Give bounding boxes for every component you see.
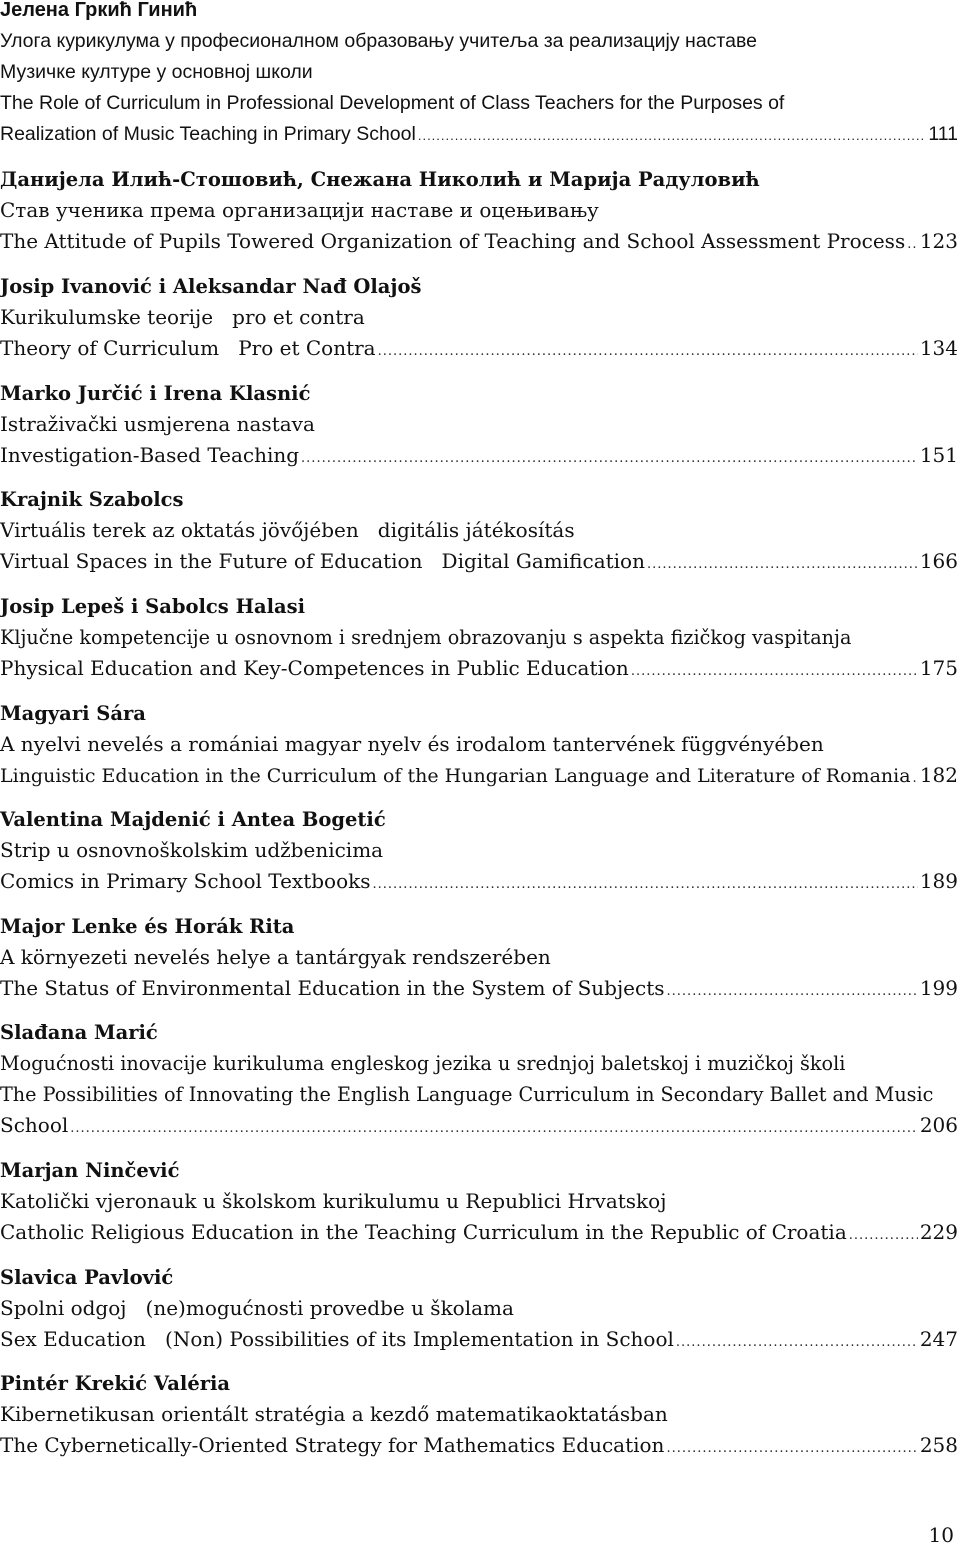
toc-line[interactable] (0, 1110, 958, 1141)
toc-line[interactable] (0, 546, 958, 577)
entry-page-number: 182 (919, 763, 958, 787)
entry-title-english: Sex Education (Non) Possibilities of its Implementation in School (0, 1327, 674, 1351)
toc-entry (0, 378, 958, 471)
entry-authors: Јелена Гркић Гинић (0, 0, 198, 21)
dot-leader (913, 763, 918, 794)
entry-title-original: Strip u osnovnoškolskim udžbenicima (0, 838, 384, 862)
entry-page-number: 111 (928, 123, 958, 145)
toc-entry (0, 164, 958, 257)
toc-line[interactable] (0, 226, 958, 257)
dot-leader (849, 1220, 918, 1251)
entry-title-original: Istraživački usmjerena nastava (0, 412, 315, 436)
entry-title-english-continued: Realization of Music Teaching in Primary School (0, 123, 416, 145)
entry-title-english: Catholic Religious Education in the Teaching Curriculum in the Republic of Croatia (0, 1220, 847, 1244)
entry-authors: Slađana Marić (0, 1021, 158, 1044)
dot-leader (301, 443, 918, 474)
entry-title-original: Mogućnosti inovacije kurikuluma engleskog jezika u srednjoj baletskoj i muzičkoj školi (0, 1052, 846, 1075)
toc-line[interactable] (0, 866, 958, 897)
entry-authors: Magyari Sára (0, 702, 146, 725)
entry-page-number: 151 (919, 443, 958, 467)
entry-page-number: 123 (919, 229, 958, 253)
entry-page-number: 258 (919, 1433, 958, 1457)
entry-page-number: 166 (919, 549, 958, 573)
entry-title-english: The Cybernetically-Oriented Strategy for Mathematics Education (0, 1433, 665, 1457)
entry-authors: Marjan Ninčević (0, 1159, 180, 1182)
entry-authors: Данијела Илић-Стошовић, Снежана Николић и Марија Радуловић (0, 168, 760, 191)
entry-title-english: The Attitude of Pupils Towered Organization of Teaching and School Assessment Process (0, 229, 906, 253)
dot-leader (667, 976, 918, 1007)
entry-authors: Josip Lepeš i Sabolcs Halasi (0, 595, 306, 618)
toc-line[interactable] (0, 973, 958, 1004)
page-number: 10 (928, 1523, 954, 1547)
toc-entry (0, 1368, 958, 1461)
toc-entry (0, 0, 958, 150)
entry-title-original: Kibernetikusan orientált stratégia a kezdő matematikaoktatásban (0, 1402, 668, 1426)
entry-title-original: Kurikulumske teorije pro et contra (0, 305, 365, 329)
entry-title-original: Ključne kompetencije u osnovnom i srednjem obrazovanju s aspekta fizičkog vaspitanja (0, 626, 852, 649)
entry-title-english: Investigation-Based Teaching (0, 443, 300, 467)
dot-leader (907, 229, 918, 260)
toc-entry (0, 271, 958, 364)
entry-title-original: A nyelvi nevelés a romániai magyar nyelv és irodalom tantervének függvényében (0, 732, 824, 756)
entry-title-original: Улога курикулума у професионалном образовању учитеља за реализацију наставе (0, 30, 757, 52)
toc-entry (0, 1262, 958, 1355)
toc-line[interactable] (0, 1217, 958, 1248)
toc-entry (0, 1017, 958, 1141)
dot-leader (378, 336, 918, 367)
entry-authors: Slavica Pavlović (0, 1266, 174, 1289)
entry-title-english: Comics in Primary School Textbooks (0, 869, 371, 893)
entry-title-original: Spolni odgoj (ne)mogućnosti provedbe u školama (0, 1296, 514, 1320)
toc-entry (0, 484, 958, 577)
toc-line[interactable] (0, 440, 958, 471)
entry-authors: Marko Jurčić i Irena Klasnić (0, 382, 311, 405)
dot-leader (631, 656, 918, 687)
entry-page-number: 199 (919, 976, 958, 1000)
toc-entry (0, 698, 958, 791)
entry-page-number: 206 (919, 1113, 958, 1137)
toc-line[interactable] (0, 653, 958, 684)
entry-title-original: A környezeti nevelés helye a tantárgyak rendszerében (0, 945, 551, 969)
toc-entry (0, 1155, 958, 1248)
entry-title-english: The Possibilities of Innovating the English Language Curriculum in Secondary Ballet and Music (0, 1083, 934, 1106)
toc-entry (0, 804, 958, 897)
toc-line[interactable] (0, 333, 958, 364)
toc-line[interactable] (0, 760, 958, 791)
entry-title-english: Linguistic Education in the Curriculum of the Hungarian Language and Literature of Romania (0, 765, 911, 787)
entry-page-number: 229 (919, 1220, 958, 1244)
entry-title-english: Virtual Spaces in the Future of Education Digital Gamification (0, 549, 645, 573)
entry-authors: Krajnik Szabolcs (0, 488, 184, 511)
entry-authors: Josip Ivanović i Aleksandar Nađ Olajoš (0, 275, 422, 298)
entry-title-english: The Role of Curriculum in Professional Development of Class Teachers for the Purposes of (0, 92, 785, 114)
entry-page-number: 175 (919, 656, 958, 680)
entry-title-original-continued: Музичке културе у основној школи (0, 61, 313, 83)
dot-leader (666, 1433, 917, 1464)
dot-leader (418, 120, 927, 151)
dot-leader (676, 1327, 918, 1358)
toc-line[interactable] (0, 1430, 958, 1461)
entry-title-original: Virtuális terek az oktatás jövőjében digitális játékosítás (0, 518, 575, 542)
dot-leader (70, 1113, 918, 1144)
entry-title-english: Physical Education and Key-Competences in Public Education (0, 656, 629, 680)
dot-leader (373, 869, 918, 900)
dot-leader (647, 549, 918, 580)
entry-title-english-continued: School (0, 1113, 69, 1137)
toc-entry (0, 591, 958, 684)
entry-title-original: Katolički vjeronauk u školskom kurikulumu u Republici Hrvatskoj (0, 1189, 667, 1213)
entry-authors: Major Lenke és Horák Rita (0, 915, 295, 938)
toc-line[interactable] (0, 119, 958, 150)
entry-page-number: 247 (919, 1327, 958, 1351)
entry-title-original: Став ученика према организацији наставе и оцењивању (0, 198, 599, 222)
entry-title-english: The Status of Environmental Education in the System of Subjects (0, 976, 665, 1000)
toc-line[interactable] (0, 1324, 958, 1355)
entry-page-number: 134 (919, 336, 958, 360)
entry-page-number: 189 (919, 869, 958, 893)
entry-authors: Valentina Majdenić i Antea Bogetić (0, 808, 386, 831)
entry-authors: Pintér Krekić Valéria (0, 1372, 231, 1395)
toc-entry (0, 911, 958, 1004)
entry-title-english: Theory of Curriculum Pro et Contra (0, 336, 376, 360)
